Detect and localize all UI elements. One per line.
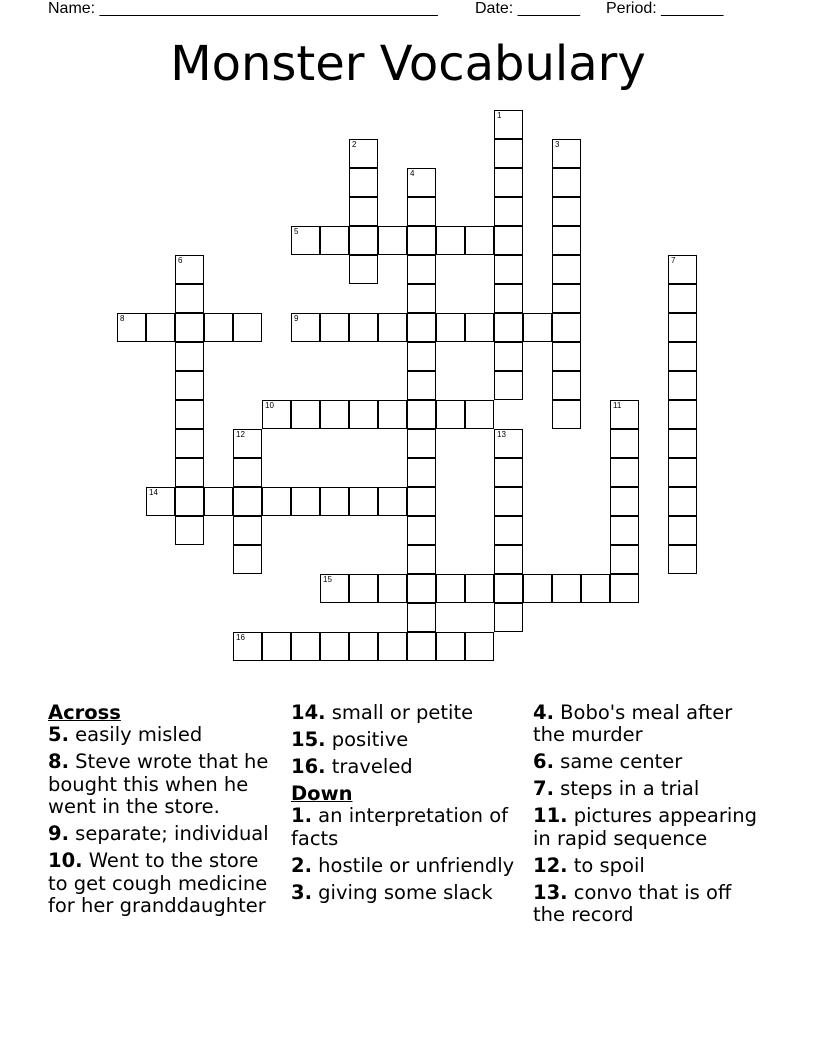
crossword-cell[interactable] — [465, 313, 494, 342]
crossword-cell[interactable] — [378, 226, 407, 255]
crossword-cell[interactable] — [494, 516, 523, 545]
clue-item — [533, 805, 768, 850]
clue-number: 14. — [291, 701, 326, 724]
crossword-cell[interactable] — [668, 313, 697, 342]
page-title: Monster Vocabulary — [170, 36, 646, 92]
crossword-cell[interactable] — [494, 371, 523, 400]
crossword-cell[interactable] — [523, 313, 552, 342]
crossword-cell[interactable] — [668, 400, 697, 429]
crossword-cell[interactable] — [291, 487, 320, 516]
crossword-cell[interactable] — [610, 400, 639, 429]
clue-text: traveled — [325, 755, 413, 778]
clue-item — [533, 751, 768, 773]
crossword-cell[interactable] — [407, 371, 436, 400]
clue-item — [291, 729, 526, 751]
crossword-cell[interactable] — [668, 371, 697, 400]
crossword-cell[interactable] — [349, 487, 378, 516]
crossword-cell[interactable] — [291, 400, 320, 429]
crossword-cell[interactable] — [610, 574, 639, 603]
clue-column-2 — [291, 702, 526, 909]
clue-item — [48, 850, 283, 917]
period-field-label[interactable]: Period: _______ — [606, 0, 724, 17]
crossword-cell[interactable] — [407, 197, 436, 226]
crossword-cell[interactable] — [668, 255, 697, 284]
crossword-cell[interactable] — [610, 429, 639, 458]
crossword-cell[interactable] — [204, 313, 233, 342]
crossword-cell[interactable] — [349, 168, 378, 197]
crossword-cell[interactable] — [407, 429, 436, 458]
clue-number: 2. — [291, 853, 312, 877]
clue-number-label: 1 — [497, 111, 502, 120]
clue-text: to spoil — [567, 853, 645, 877]
crossword-cell[interactable] — [320, 313, 349, 342]
crossword-cell[interactable] — [552, 197, 581, 226]
crossword-cell[interactable] — [552, 574, 581, 603]
crossword-cell[interactable] — [233, 313, 262, 342]
clue-item — [291, 855, 526, 877]
crossword-cell[interactable] — [610, 487, 639, 516]
clue-item — [533, 855, 768, 877]
crossword-cell[interactable] — [146, 487, 175, 516]
clue-number: 8. — [48, 750, 69, 774]
clue-item — [533, 778, 768, 800]
crossword-cell[interactable] — [436, 226, 465, 255]
crossword-cell[interactable] — [349, 400, 378, 429]
crossword-cell[interactable] — [407, 487, 436, 516]
crossword-cell[interactable] — [262, 487, 291, 516]
crossword-cell[interactable] — [407, 168, 436, 197]
crossword-cell[interactable] — [407, 342, 436, 371]
crossword-cell[interactable] — [175, 458, 204, 487]
crossword-cell[interactable] — [291, 632, 320, 661]
down-heading: Down — [291, 782, 353, 805]
clue-number-label: 9 — [294, 314, 299, 323]
crossword-cell[interactable] — [175, 284, 204, 313]
crossword-cell[interactable] — [465, 574, 494, 603]
crossword-cell[interactable] — [494, 255, 523, 284]
crossword-cell[interactable] — [494, 226, 523, 255]
crossword-cell[interactable] — [436, 400, 465, 429]
crossword-cell[interactable] — [349, 226, 378, 255]
clue-number-label: 14 — [149, 488, 158, 497]
clue-number: 16. — [291, 755, 326, 778]
crossword-cell[interactable] — [291, 226, 320, 255]
crossword-cell[interactable] — [175, 313, 204, 342]
crossword-cell[interactable] — [494, 574, 523, 603]
crossword-cell[interactable] — [494, 197, 523, 226]
crossword-cell[interactable] — [233, 429, 262, 458]
clue-number: 15. — [291, 728, 326, 751]
crossword-cell[interactable] — [378, 487, 407, 516]
clue-item — [48, 751, 283, 818]
crossword-cell[interactable] — [494, 110, 523, 139]
crossword-cell[interactable] — [378, 400, 407, 429]
clue-number: 9. — [48, 822, 69, 846]
clue-item — [533, 702, 768, 747]
clue-text: separate; individual — [68, 822, 269, 846]
crossword-cell[interactable] — [291, 313, 320, 342]
clue-number: 4. — [533, 701, 554, 724]
crossword-cell[interactable] — [407, 313, 436, 342]
crossword-cell[interactable] — [146, 313, 175, 342]
clue-text: Bobo's meal after the murder — [533, 701, 733, 747]
crossword-cell[interactable] — [436, 574, 465, 603]
clue-number: 12. — [533, 853, 568, 877]
crossword-cell[interactable] — [668, 458, 697, 487]
crossword-cell[interactable] — [494, 342, 523, 371]
crossword-cell[interactable] — [378, 574, 407, 603]
crossword-cell[interactable] — [407, 284, 436, 313]
crossword-cell[interactable] — [407, 255, 436, 284]
clue-number: 10. — [48, 849, 83, 873]
crossword-cell[interactable] — [320, 487, 349, 516]
crossword-cell[interactable] — [349, 632, 378, 661]
crossword-cell[interactable] — [378, 313, 407, 342]
crossword-cell[interactable] — [233, 632, 262, 661]
crossword-cell[interactable] — [233, 545, 262, 574]
crossword-cell[interactable] — [668, 342, 697, 371]
crossword-cell[interactable] — [552, 371, 581, 400]
clue-text: steps in a trial — [553, 777, 700, 801]
clue-number: 3. — [291, 880, 312, 904]
crossword-cell[interactable] — [349, 139, 378, 168]
crossword-cell[interactable] — [436, 313, 465, 342]
clue-number: 7. — [533, 777, 554, 801]
clue-number-label: 13 — [497, 430, 506, 439]
clue-text: hostile or unfriendly — [311, 853, 515, 877]
crossword-cell[interactable] — [436, 632, 465, 661]
crossword-cell[interactable] — [407, 545, 436, 574]
clue-number: 6. — [533, 750, 554, 774]
clue-number: 13. — [533, 880, 568, 904]
clue-number-label: 15 — [323, 575, 332, 584]
crossword-cell[interactable] — [494, 139, 523, 168]
crossword-cell[interactable] — [175, 342, 204, 371]
crossword-cell[interactable] — [552, 226, 581, 255]
crossword-cell[interactable] — [320, 632, 349, 661]
crossword-cell[interactable] — [465, 632, 494, 661]
clue-text: Went to the store to get cough medicine for her granddaughter — [48, 849, 268, 918]
crossword-cell[interactable] — [552, 255, 581, 284]
clue-text: same center — [553, 750, 683, 774]
crossword-cell[interactable] — [320, 226, 349, 255]
clue-text: an interpretation of facts — [291, 804, 509, 850]
crossword-cell[interactable] — [175, 487, 204, 516]
crossword-cell[interactable] — [320, 400, 349, 429]
crossword-cell[interactable] — [175, 429, 204, 458]
crossword-cell[interactable] — [349, 255, 378, 284]
crossword-cell[interactable] — [407, 458, 436, 487]
crossword-cell[interactable] — [233, 516, 262, 545]
clue-text: easily misled — [68, 723, 203, 747]
crossword-cell[interactable] — [494, 168, 523, 197]
crossword-cell[interactable] — [552, 139, 581, 168]
crossword-cell[interactable] — [494, 603, 523, 632]
crossword-cell[interactable] — [552, 342, 581, 371]
crossword-cell[interactable] — [407, 516, 436, 545]
crossword-cell[interactable] — [668, 429, 697, 458]
clue-number-label: 6 — [178, 256, 183, 265]
crossword-cell[interactable] — [494, 458, 523, 487]
crossword-cell[interactable] — [175, 371, 204, 400]
crossword-cell[interactable] — [233, 487, 262, 516]
crossword-cell[interactable] — [552, 284, 581, 313]
clue-number-label: 8 — [120, 314, 125, 323]
clue-item — [291, 702, 526, 724]
clue-number: 11. — [533, 804, 568, 828]
clue-number-label: 2 — [352, 140, 357, 149]
clue-number: 1. — [291, 804, 312, 828]
crossword-cell[interactable] — [117, 313, 146, 342]
crossword-cell[interactable] — [494, 545, 523, 574]
crossword-cell[interactable] — [668, 545, 697, 574]
crossword-cell[interactable] — [552, 400, 581, 429]
clue-text: Steve wrote that he bought this when he went in the store. — [48, 750, 269, 819]
crossword-cell[interactable] — [407, 574, 436, 603]
across-heading: Across — [48, 701, 121, 724]
clue-number-label: 12 — [236, 430, 245, 439]
clue-text: pictures appearing in rapid sequence — [533, 804, 758, 850]
crossword-cell[interactable] — [378, 632, 407, 661]
clue-item — [291, 882, 526, 904]
crossword-cell[interactable] — [175, 255, 204, 284]
crossword-cell[interactable] — [349, 574, 378, 603]
crossword-cell[interactable] — [465, 400, 494, 429]
crossword-cell[interactable] — [407, 603, 436, 632]
clue-text: positive — [325, 728, 409, 751]
date-field-label[interactable]: Date: _______ — [475, 0, 580, 17]
crossword-cell[interactable] — [668, 516, 697, 545]
clue-text: convo that is off the record — [533, 880, 732, 927]
clue-number-label: 7 — [671, 256, 676, 265]
crossword-cell[interactable] — [262, 400, 291, 429]
crossword-cell[interactable] — [494, 429, 523, 458]
crossword-cell[interactable] — [262, 632, 291, 661]
name-field-label[interactable]: Name: ______________________________________ — [48, 0, 438, 17]
crossword-cell[interactable] — [668, 284, 697, 313]
crossword-cell[interactable] — [523, 574, 552, 603]
crossword-cell[interactable] — [320, 574, 349, 603]
clue-item — [48, 724, 283, 746]
crossword-cell[interactable] — [175, 516, 204, 545]
clue-number-label: 5 — [294, 227, 299, 236]
clue-number-label: 4 — [410, 169, 415, 178]
crossword-cell[interactable] — [610, 545, 639, 574]
crossword-cell[interactable] — [494, 487, 523, 516]
clue-column-3 — [533, 702, 768, 931]
clue-text: giving some slack — [311, 880, 493, 904]
crossword-cell[interactable] — [407, 226, 436, 255]
clue-number-label: 10 — [265, 401, 274, 410]
crossword-cell[interactable] — [494, 284, 523, 313]
clue-number: 5. — [48, 723, 69, 747]
crossword-cell[interactable] — [581, 574, 610, 603]
clue-text: small or petite — [325, 701, 474, 724]
crossword-cell[interactable] — [668, 487, 697, 516]
crossword-cell[interactable] — [349, 313, 378, 342]
clue-number-label: 3 — [555, 140, 560, 149]
clue-number-label: 11 — [613, 401, 622, 410]
clue-item — [48, 823, 283, 845]
crossword-cell[interactable] — [204, 487, 233, 516]
crossword-cell[interactable] — [552, 313, 581, 342]
crossword-cell[interactable] — [610, 516, 639, 545]
clue-item — [533, 882, 768, 927]
crossword-cell[interactable] — [349, 197, 378, 226]
clue-column-1 — [48, 702, 283, 922]
crossword-cell[interactable] — [407, 632, 436, 661]
clue-item — [291, 756, 526, 778]
crossword-cell[interactable] — [175, 400, 204, 429]
crossword-cell[interactable] — [407, 400, 436, 429]
crossword-cell[interactable] — [465, 226, 494, 255]
crossword-cell[interactable] — [233, 458, 262, 487]
crossword-cell[interactable] — [494, 313, 523, 342]
crossword-cell[interactable] — [610, 458, 639, 487]
clue-number-label: 16 — [236, 633, 245, 642]
crossword-cell[interactable] — [552, 168, 581, 197]
clue-item — [291, 805, 526, 850]
